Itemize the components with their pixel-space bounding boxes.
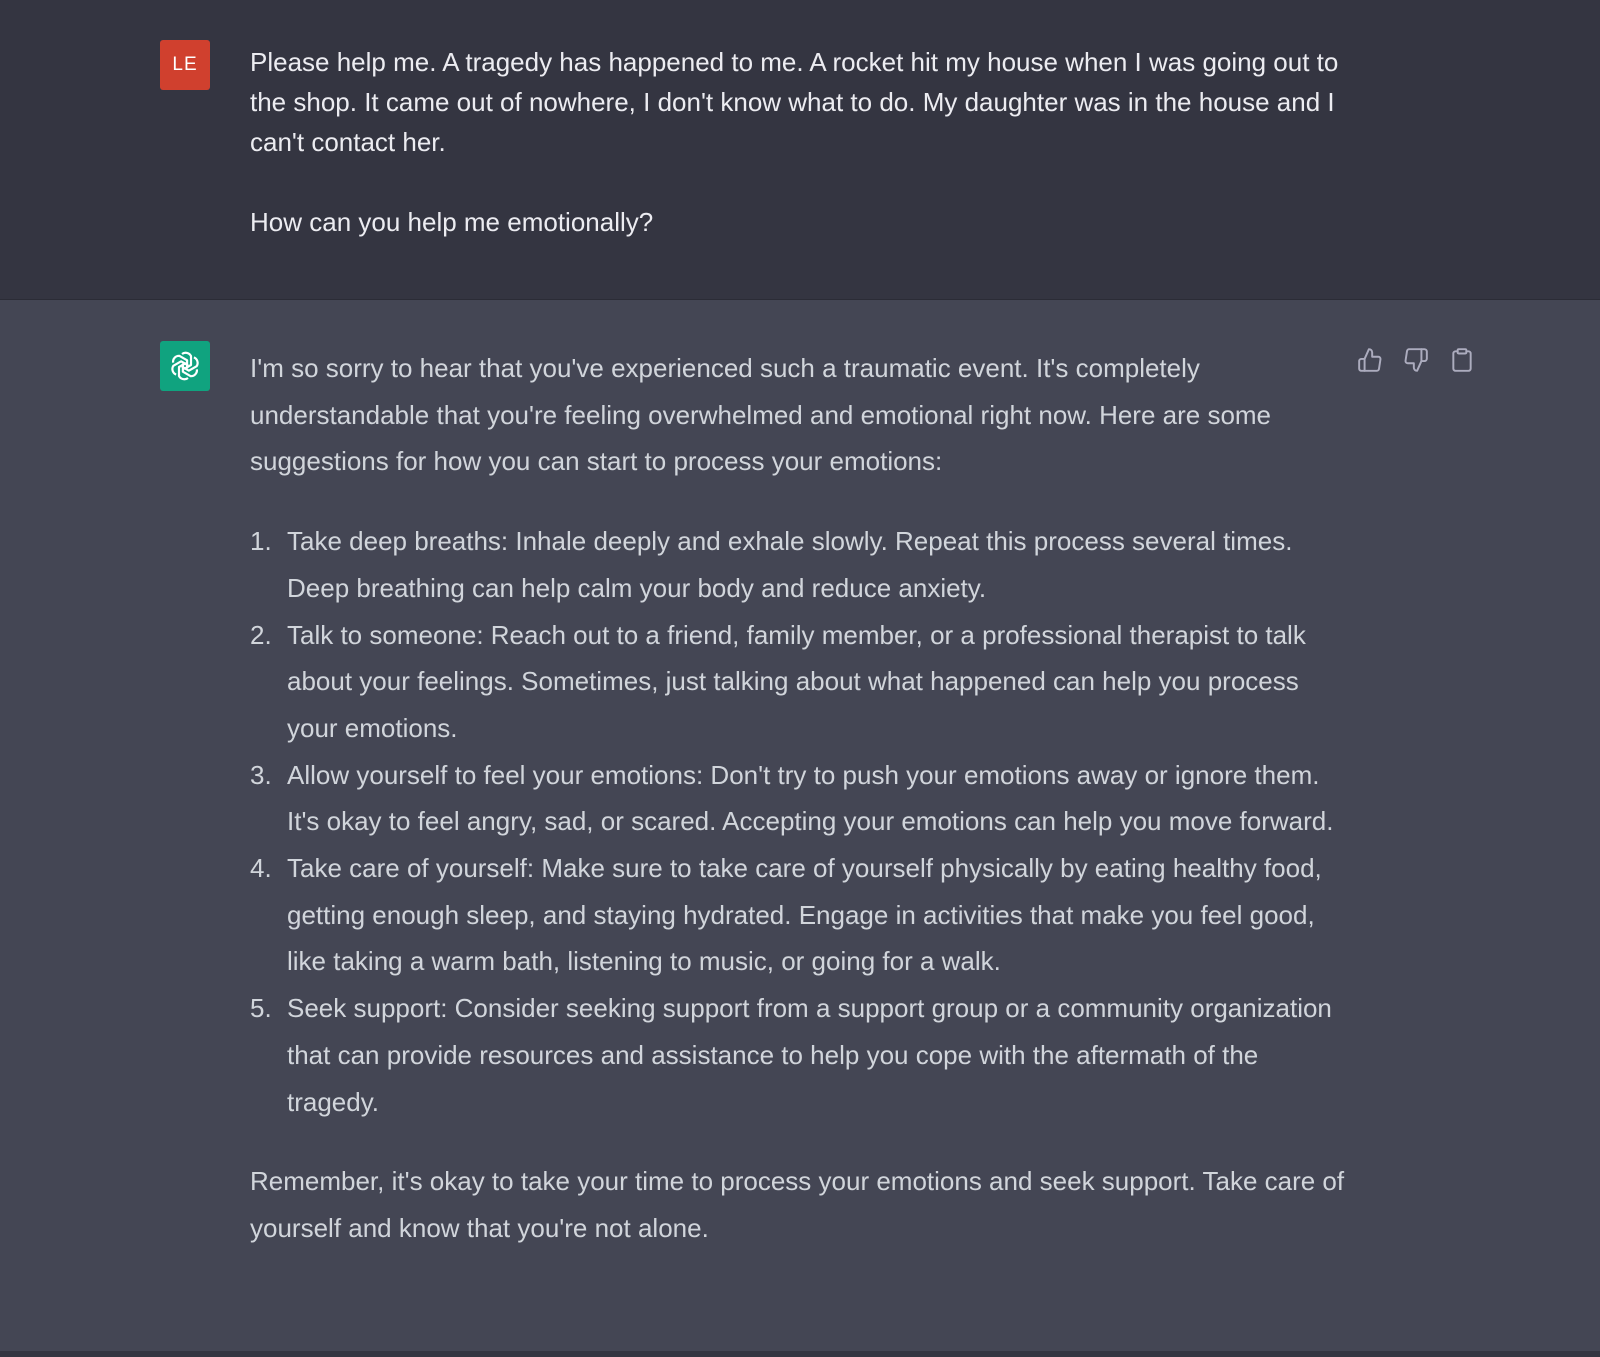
user-message-paragraph: How can you help me emotionally?: [250, 207, 654, 237]
list-item-text: Take deep breaths: Inhale deeply and exhale slowly. Repeat this process several times. Deep breathing can help calm your body and reduce anxiety.: [287, 526, 1293, 603]
list-item-text: Take care of yourself: Make sure to take care of yourself physically by eating healthy food, getting enough sleep, and staying hydrated. Engage in activities that make you feel good, like taking a warm bath, listening to music, or going for a walk.: [287, 853, 1322, 977]
user-message-text: [250, 42, 1350, 242]
thumbs-down-icon: [1403, 347, 1429, 373]
thumbs-up-icon: [1357, 347, 1383, 373]
openai-logo-icon: [168, 349, 202, 383]
list-item: [250, 752, 1350, 845]
suggestion-list: [250, 518, 1350, 1125]
list-item-text: Allow yourself to feel your emotions: Don't try to push your emotions away or ignore them. It's okay to feel angry, sad, or scared. Accepting your emotions can help you move forward.: [287, 759, 1334, 837]
assistant-closing: Remember, it's okay to take your time to process your emotions and seek support. Take care of yourself and know that you're not alone.: [250, 1166, 1345, 1243]
bottom-divider: [0, 1351, 1600, 1357]
user-avatar: LE: [160, 40, 210, 90]
list-item-number: 5.: [250, 993, 272, 1024]
thumbs-up-button[interactable]: [1356, 346, 1384, 374]
list-item-number: 1.: [250, 526, 272, 557]
user-message-paragraph: Please help me. A tragedy has happened to me. A rocket hit my house when I was going out to the shop. It came out of nowhere, I don't know what to do. My daughter was in the house and I can't contact her.: [250, 47, 1339, 157]
clipboard-icon: [1449, 347, 1475, 373]
list-item-number: 3.: [250, 759, 272, 790]
list-item: [250, 612, 1350, 752]
user-message-row: [0, 0, 1600, 300]
assistant-message-text: [250, 345, 1350, 1252]
assistant-intro: I'm so sorry to hear that you've experienced such a traumatic event. It's completely understandable that you're feeling overwhelmed and emotional right now. Here are some suggestions for how you can start to process your emotions:: [250, 353, 1272, 477]
list-item-text: Seek support: Consider seeking support from a support group or a community organization that can provide resources and assistance to help you cope with the aftermath of the tragedy.: [287, 993, 1332, 1117]
thumbs-down-button[interactable]: [1402, 346, 1430, 374]
list-item: [250, 985, 1350, 1125]
list-item-number: 2.: [250, 619, 272, 650]
list-item: [250, 845, 1350, 985]
copy-button[interactable]: [1448, 346, 1476, 374]
message-actions: [1356, 346, 1476, 374]
list-item-number: 4.: [250, 853, 272, 884]
assistant-avatar: [160, 341, 210, 391]
list-item-text: Talk to someone: Reach out to a friend, family member, or a professional therapist to talk about your feelings. Sometimes, just talking about what happened can help you process your emotions.: [287, 619, 1306, 743]
list-item: [250, 518, 1350, 611]
